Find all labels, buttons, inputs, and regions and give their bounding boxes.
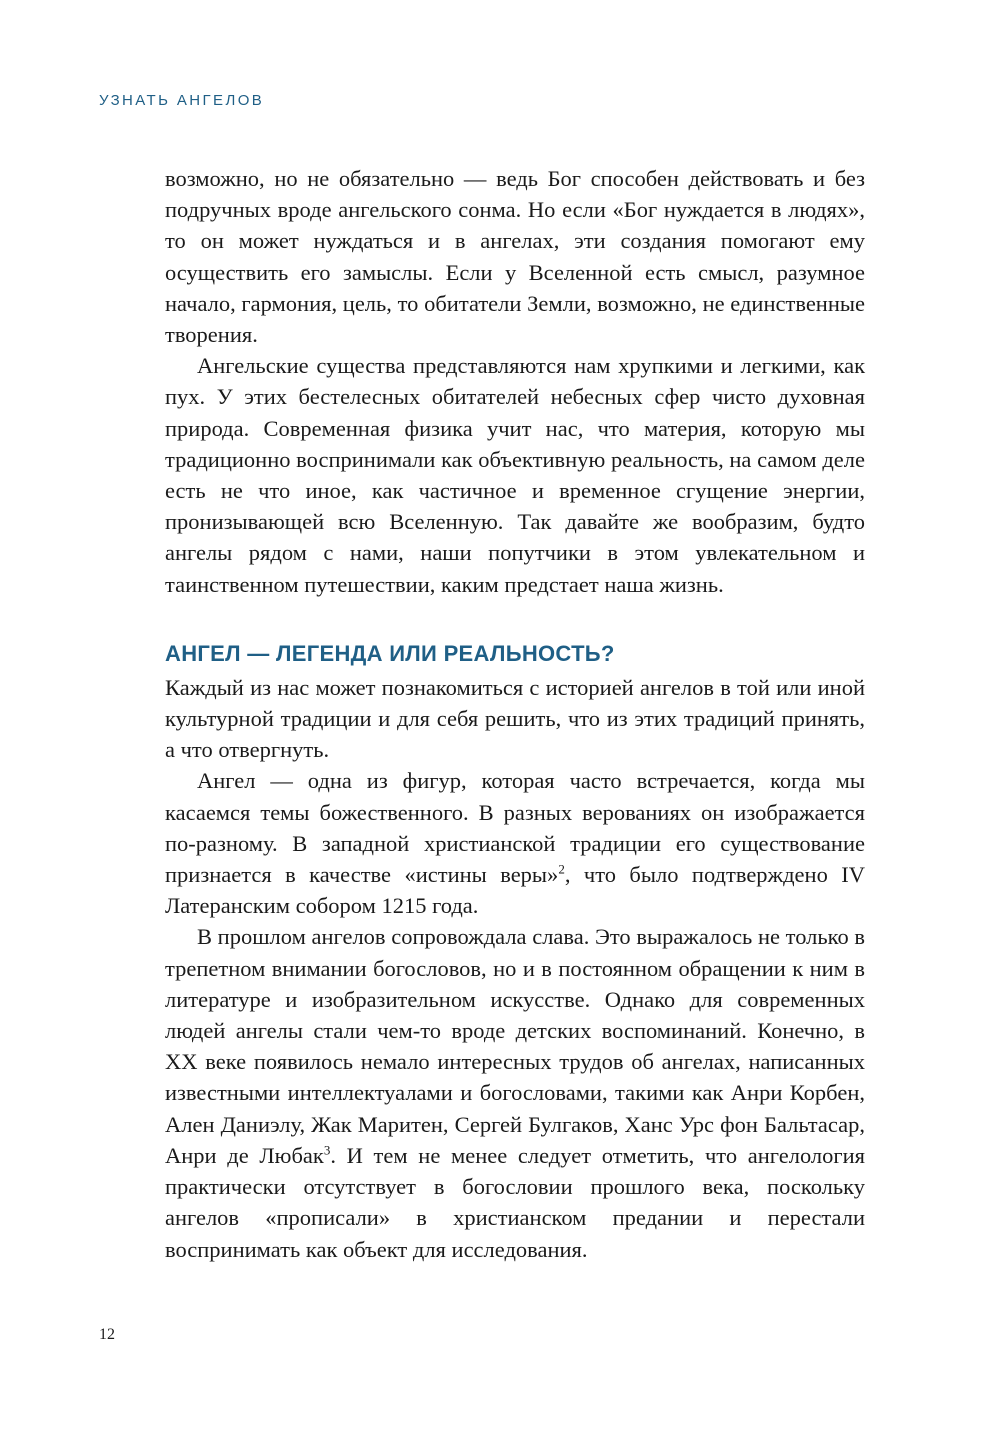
paragraph-continued: возможно, но не обязательно — ведь Бог способен действовать и без подручных вроде ангельского сонма. Но если «Бог нуждается в людях», то он может нуждаться и в ангелах, эти создания помогают ему осуществить его замыслы. Если у Вселенной есть смысл, разумное начало, гармония, цель, то обитатели Земли, возможно, не единственные творения. <box>165 166 865 348</box>
paragraph <box>165 765 865 921</box>
running-head: УЗНАТЬ АНГЕЛОВ <box>99 92 265 109</box>
page-content <box>165 163 865 1265</box>
paragraph-text: Ангел — одна из фигур, которая часто встречается, когда мы касаемся темы божественного. В разных верованиях он изображается по-разному. В западной христианской традиции его существование признается в качестве «истины веры» <box>165 768 865 888</box>
paragraph <box>165 921 865 1264</box>
footnote-marker: 3 <box>323 1142 331 1158</box>
page-number: 12 <box>99 1326 115 1343</box>
paragraph-text: В прошлом ангелов сопровождала слава. Это выражалось не только в трепетном внимании богословов, но и в постоянном обращении к ним в литературе и изобразительном искусстве. Однако для современных людей ангелы стали чем-то вроде детских воспоминаний. Конечно, в XX веке появилось немало интересных трудов об ангелах, написанных известными интеллектуалами и богословами, такими как Анри Корбен, Ален Даниэлу, Жак Маритен, Сергей Булгаков, Ханс Урс фон Бальтасар, Анри де Любак <box>165 924 865 1168</box>
paragraph-text: . И тем не менее следует отметить, что ангелология практически отсутствует в богословии прошлого века, поскольку ангелов «прописали» в христианском предании и перестали воспринимать как объект для исследования. <box>165 1142 865 1262</box>
section-heading: АНГЕЛ — ЛЕГЕНДА ИЛИ РЕАЛЬНОСТЬ? <box>165 640 615 666</box>
paragraph: Каждый из нас может познакомиться с историей ангелов в той или иной культурной традиции и для себя решить, что из этих традиций принять, а что отвергнуть. <box>165 674 865 763</box>
footnote-marker: 2 <box>558 861 565 877</box>
paragraph: Ангельские существа представляются нам хрупкими и легкими, как пух. У этих бестелесных обитателей небесных сфер чисто духовная природа. Современная физика учит нас, что материя, которую мы традиционно воспринимали как объективную реальность, на самом деле есть не что иное, как частичное и временное сгущение энергии, пронизывающей всю Вселенную. Так давайте же вообразим, будто ангелы рядом с нами, наши попутчики в этом увлекательном и таинственном путешествии, каким предстает наша жизнь. <box>165 353 865 597</box>
paragraph-text: , что было подтверждено IV Латеранским собором 1215 года. <box>165 862 866 919</box>
